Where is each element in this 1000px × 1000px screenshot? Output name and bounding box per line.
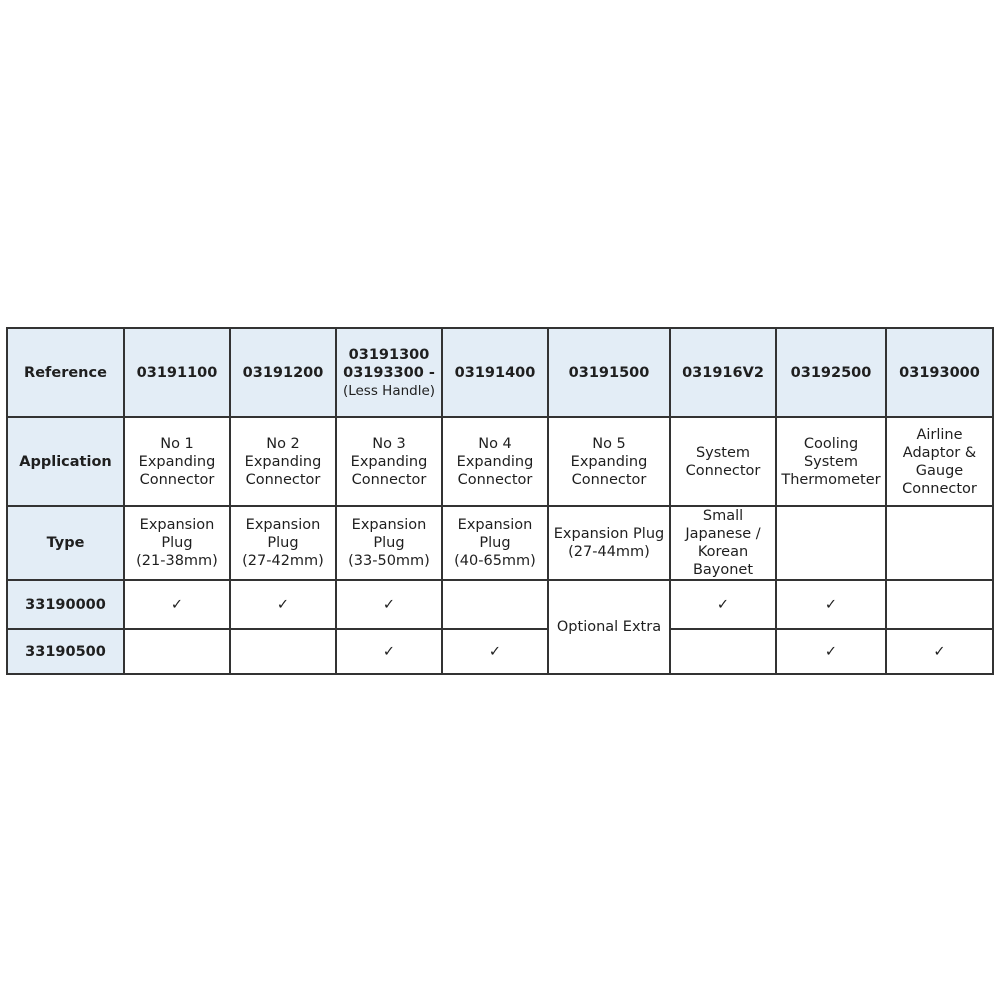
check-mark: ✓ <box>776 580 886 629</box>
application-cell-2-line: No 2 <box>266 435 300 452</box>
type-cell-6 <box>670 506 776 580</box>
type-cell-3-line: (33-50mm) <box>348 553 430 569</box>
kit-33190500-row <box>7 629 993 674</box>
type-cell-2-line: (27-42mm) <box>242 553 324 569</box>
compatibility-table-container <box>6 327 994 675</box>
reference-03191400: 03191400 <box>442 328 548 417</box>
application-cell-8-line: Airline <box>916 426 963 443</box>
type-cell-6-line: Japanese / <box>685 526 761 542</box>
application-cell-6-line: Connector <box>685 462 761 479</box>
type-cell-8-empty <box>886 506 993 580</box>
row-label-reference: Reference <box>7 328 124 417</box>
application-cell-7 <box>776 417 886 506</box>
row-label-kit-33190000: 33190000 <box>7 580 124 629</box>
application-cell-6 <box>670 417 776 506</box>
type-cell-1-line: (21-38mm) <box>136 553 218 569</box>
empty-cell <box>670 629 776 674</box>
reference-03193000: 03193000 <box>886 328 993 417</box>
application-cell-1-line: Connector <box>139 471 215 488</box>
reference-03191300 <box>336 328 442 417</box>
compatibility-table <box>6 327 994 675</box>
application-cell-5-line: Connector <box>571 471 647 488</box>
reference-row <box>7 328 993 417</box>
type-cell-7-empty <box>776 506 886 580</box>
application-cell-2 <box>230 417 336 506</box>
type-cell-3-line: Plug <box>373 535 405 551</box>
type-cell-1 <box>124 506 230 580</box>
application-cell-5-line: Expanding <box>570 453 648 470</box>
application-cell-6-line: System <box>695 444 751 461</box>
application-cell-8 <box>886 417 993 506</box>
kit-33190000-row <box>7 580 993 629</box>
row-label-kit-33190500: 33190500 <box>7 629 124 674</box>
reference-03191500: 03191500 <box>548 328 670 417</box>
check-mark: ✓ <box>124 580 230 629</box>
application-cell-2-line: Expanding <box>244 453 322 470</box>
application-cell-8-line: Adaptor & <box>902 444 977 461</box>
type-cell-6-line: Bayonet <box>692 562 754 578</box>
application-cell-5 <box>548 417 670 506</box>
application-cell-5-line: No 5 <box>592 435 626 452</box>
type-cell-6-line: Korean <box>697 544 749 560</box>
application-cell-4 <box>442 417 548 506</box>
application-cell-7-line: System <box>803 453 859 470</box>
reference-03191200: 03191200 <box>230 328 336 417</box>
optional-extra-cell: Optional Extra <box>548 580 670 674</box>
type-cell-1-line: Plug <box>161 535 193 551</box>
application-row <box>7 417 993 506</box>
reference-03191100: 03191100 <box>124 328 230 417</box>
type-cell-3 <box>336 506 442 580</box>
reference-031916V2: 031916V2 <box>670 328 776 417</box>
type-cell-5 <box>548 506 670 580</box>
application-cell-7-line: Thermometer <box>781 471 881 488</box>
type-cell-5-line: Expansion Plug <box>553 526 665 542</box>
type-row <box>7 506 993 580</box>
reference-03191300-line1: 03191300 <box>348 346 430 363</box>
type-cell-6-line: Small <box>702 508 744 524</box>
application-cell-3-line: Expanding <box>350 453 428 470</box>
type-cell-4-line: (40-65mm) <box>454 553 536 569</box>
type-cell-4-line: Expansion <box>457 517 533 533</box>
empty-cell <box>124 629 230 674</box>
type-cell-3-line: Expansion <box>351 517 427 533</box>
check-mark: ✓ <box>776 629 886 674</box>
application-cell-4-line: Expanding <box>456 453 534 470</box>
check-mark: ✓ <box>230 580 336 629</box>
type-cell-4-line: Plug <box>479 535 511 551</box>
application-cell-2-line: Connector <box>245 471 321 488</box>
row-label-application: Application <box>7 417 124 506</box>
application-cell-1 <box>124 417 230 506</box>
reference-03193300-line2: 03193300 - <box>343 364 435 381</box>
type-cell-5-line: (27-44mm) <box>568 544 650 560</box>
check-mark: ✓ <box>336 629 442 674</box>
reference-less-handle-note: (Less Handle) <box>342 382 436 399</box>
check-mark: ✓ <box>442 629 548 674</box>
application-cell-4-line: No 4 <box>478 435 512 452</box>
reference-03192500: 03192500 <box>776 328 886 417</box>
application-cell-4-line: Connector <box>457 471 533 488</box>
row-label-type: Type <box>7 506 124 580</box>
application-cell-3-line: No 3 <box>372 435 406 452</box>
check-mark: ✓ <box>336 580 442 629</box>
application-cell-7-line: Cooling <box>803 435 859 452</box>
application-cell-8-line: Gauge <box>915 462 964 479</box>
type-cell-1-line: Expansion <box>139 517 215 533</box>
check-mark: ✓ <box>670 580 776 629</box>
application-cell-3-line: Connector <box>351 471 427 488</box>
application-cell-8-line: Connector <box>902 480 977 497</box>
application-cell-1-line: No 1 <box>160 435 194 452</box>
type-cell-2 <box>230 506 336 580</box>
type-cell-2-line: Expansion <box>245 517 321 533</box>
application-cell-3 <box>336 417 442 506</box>
empty-cell <box>442 580 548 629</box>
type-cell-2-line: Plug <box>267 535 299 551</box>
application-cell-1-line: Expanding <box>138 453 216 470</box>
check-mark: ✓ <box>886 629 993 674</box>
empty-cell <box>230 629 336 674</box>
type-cell-4 <box>442 506 548 580</box>
empty-cell <box>886 580 993 629</box>
